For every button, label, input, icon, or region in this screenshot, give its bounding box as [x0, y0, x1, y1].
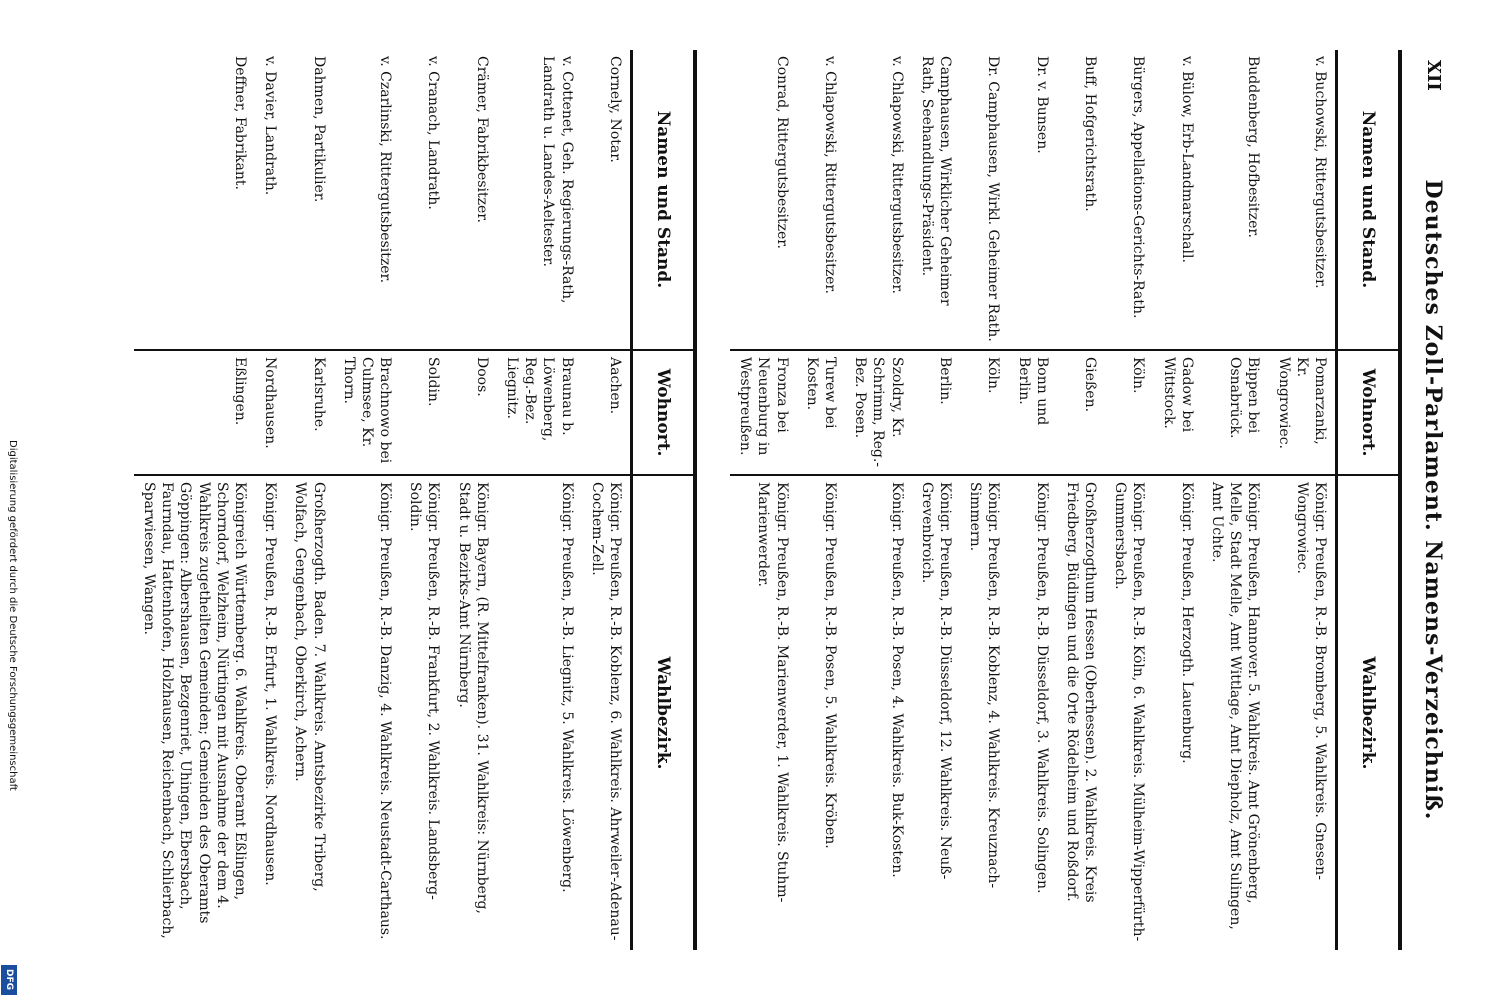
register-entry — [912, 50, 960, 950]
entry-district: Großherzogth. Baden. 7. Wahlkreis. Amtsbezirke Triberg, Wolfach, Gengenbach, Oberkirch, Achern. — [285, 475, 333, 950]
register-entry — [134, 50, 255, 950]
register-entry — [582, 50, 632, 950]
entry-residence: Fronza bei Neuenburg in Westpreußen. — [730, 350, 797, 475]
register-entry — [400, 50, 448, 950]
register-table-bottom — [134, 50, 693, 950]
entry-residence: Bippen bei Osnabrück. — [1202, 350, 1269, 475]
entry-residence: Gadow bei Wittstock. — [1154, 350, 1202, 475]
running-title: Deutsches Zoll-Parlament. Namens-Verzeichniß. — [1420, 179, 1446, 821]
entry-name: v. Czarlinski, Rittergutsbesitzer. — [377, 56, 394, 284]
entry-district: Königr. Preußen, R.-B. Posen, 5. Wahlkreis. Kröben. — [797, 475, 845, 950]
entry-district: Königr. Preußen, R.-B. Liegnitz, 5. Wahlkreis. Löwenberg. — [497, 475, 582, 950]
col-header-name: Namen und Stand. — [632, 50, 694, 350]
col-header-residence: Wohnort. — [1337, 350, 1399, 475]
entry-name: v. Chlapowski, Rittergutsbesitzer. — [822, 56, 839, 294]
entry-name: Buff, Hofgerichtsrath. — [1082, 56, 1099, 212]
col-header-district: Wahlbezirk. — [1337, 475, 1399, 950]
page-number: XII — [1423, 60, 1444, 91]
entry-residence: Brachnowo bei Culmsee, Kr. Thorn. — [334, 350, 401, 475]
entry-district: Königr. Preußen, R.-B. Danzig, 4. Wahlkreis. Neustadt-Carthaus. — [334, 475, 401, 950]
digitization-credit — [2, 440, 18, 960]
register-entry — [730, 50, 797, 950]
register-entry — [960, 50, 1008, 950]
entry-name: v. Chlapowski, Rittergutsbesitzer. — [888, 56, 905, 294]
entry-name: v. Cranach, Landrath. — [425, 56, 442, 210]
entry-district: Königr. Preußen, R.-B. Köln, 6. Wahlkreis. Mülheim-Wipperfürth-Gummersbach. — [1105, 475, 1153, 950]
register-bottom — [53, 50, 693, 950]
entry-name: Dr. Camphausen, Wirkl. Geheimer Rath. — [985, 56, 1002, 342]
entry-district: Königr. Preußen, Hannover. 5. Wahlkreis. Amt Grönenberg, Melle, Stadt Melle, Amt Wittlage, Amt Diepholz, Amt Sulingen, Amt Uchte. — [1202, 475, 1269, 950]
col-header-name: Namen und Stand. — [1337, 50, 1399, 350]
credit-text: Digitalisierung gefördert durch die Deutsche Forschungsgemeinschaft — [7, 440, 18, 791]
entry-name: v. Bülow, Erb-Landmarschall. — [1178, 56, 1195, 263]
register-top — [708, 50, 1398, 950]
entry-residence: Gießen. — [1057, 350, 1105, 475]
register-entry — [334, 50, 401, 950]
entry-district: Königr. Preußen, R.-B. Bromberg, 5. Wahlkreis. Gnesen-Wongrowiec. — [1268, 475, 1336, 950]
register-entry — [1057, 50, 1105, 950]
entry-district: Königreich Württemberg. 6. Wahlkreis. Oberamt Eßlingen, Schorndorf, Welzheim, Nürtingen mit Ausnahme der dem 4. Wahlkreis zugetheilten Gemeinden; Gemeinden des Oberamts Göppingen: Albershausen, Bezgenriet, Uhingen, Ebersbach, Faurndau, Hattenhofen, Holzhausen, Reichenbach, Schlierbach, Sparwiesen, Wangen. — [134, 475, 255, 950]
dfg-logo: DFG — [1, 965, 17, 995]
register-entry — [255, 50, 285, 950]
register-entry — [845, 50, 912, 950]
entry-name: v. Cottenet, Geh. Regierungs-Rath, Landrath u. Landes-Aeltester. — [540, 56, 575, 304]
entry-name: Dahmen, Partikulier. — [310, 56, 327, 203]
entry-residence: Doos. — [449, 350, 497, 475]
register-entry — [1008, 50, 1056, 950]
middle-rule — [693, 50, 697, 950]
page-header — [1420, 60, 1448, 940]
register-table-top — [730, 50, 1398, 950]
entry-residence: Braunau b. Löwenberg, Reg.-Bez. Liegnitz. — [497, 350, 582, 475]
document-page — [48, 40, 1448, 960]
entry-residence: Eßlingen. — [134, 350, 255, 475]
entry-district: Königr. Preußen, R.-B. Marienwerder, 1. Wahlkreis. Stuhm-Marienwerder. — [730, 475, 797, 950]
entry-district: Königr. Preußen, R.-B. Düsseldorf, 12. Wahlkreis. Neuß-Grevenbroich. — [912, 475, 960, 950]
entry-district: Königr. Preußen, R.-B. Koblenz, 4. Wahlkreis. Kreuznach-Simmern. — [960, 475, 1008, 950]
register-entry — [1202, 50, 1269, 950]
page-viewport — [48, 40, 1448, 960]
entry-residence: Bonn und Berlin. — [1008, 350, 1056, 475]
entry-residence: Turew bei Kosten. — [797, 350, 845, 475]
entry-residence: Karlsruhe. — [285, 350, 333, 475]
entry-residence: Szoldry, Kr. Schrimm, Reg.-Bez. Posen. — [845, 350, 912, 475]
entry-name: Camphausen, Wirklicher Geheimer Rath, Seehandlungs-Präsident. — [918, 56, 953, 306]
entry-residence: Aachen. — [582, 350, 632, 475]
entry-district: Königr. Preußen, R.-B. Erfurt, 1. Wahlkreis. Nordhausen. — [255, 475, 285, 950]
register-entry — [1105, 50, 1153, 950]
register-entry — [285, 50, 333, 950]
entry-name: Dr. v. Bunsen. — [1033, 56, 1050, 154]
entry-name: v. Buchowski, Rittergutsbesitzer. — [1312, 56, 1328, 289]
entry-name: Conrad, Rittergutsbesitzer. — [773, 56, 790, 249]
entry-district: Königr. Preußen, Herzogth. Lauenburg. — [1154, 475, 1202, 950]
entry-district: Königr. Preußen, R.-B. Düsseldorf, 3. Wahlkreis. Solingen. — [1008, 475, 1056, 950]
entry-residence: Köln. — [1105, 350, 1153, 475]
register-entry — [797, 50, 845, 950]
entry-name: v. Davier, Landrath. — [262, 56, 279, 196]
entry-residence: Berlin. — [912, 350, 960, 475]
entry-residence: Köln. — [960, 350, 1008, 475]
register-entry — [449, 50, 497, 950]
entry-name: Deffner, Fabrikant. — [232, 56, 248, 190]
entry-name: Cornely, Notar. — [607, 56, 623, 163]
entry-district: Königr. Preußen, R.-B. Koblenz, 6. Wahlkreis. Ahrweiler-Adenau-Cochem-Zell. — [582, 475, 632, 950]
entry-name: Buddenberg, Hofbesitzer. — [1245, 56, 1262, 238]
entry-district: Königr. Preußen, R.-B. Posen, 4. Wahlkreis. Buk-Kosten. — [845, 475, 912, 950]
entry-residence: Soldin. — [400, 350, 448, 475]
entry-district: Königr. Preußen, R.-B. Frankfurt, 2. Wahlkreis. Landsberg-Soldin. — [400, 475, 448, 950]
entry-district: Königr. Bayern, (R. Mittelfranken). 31. Wahlkreis: Nürnberg, Stadt u. Bezirks-Amt Nürnberg. — [449, 475, 497, 950]
entry-district: Großherzogthum Hessen (Oberhessen). 2. Wahlkreis. Kreis Friedberg, Büdingen und die Orte Rödelheim und Roßdorf. — [1057, 475, 1105, 950]
register-entry — [497, 50, 582, 950]
entry-residence: Nordhausen. — [255, 350, 285, 475]
entry-name: Bürgers, Appellations-Gerichts-Rath. — [1130, 56, 1147, 319]
top-rule — [1398, 50, 1402, 950]
col-header-residence: Wohnort. — [632, 350, 694, 475]
entry-name: Crämer, Fabrikbesitzer. — [473, 56, 490, 223]
register-entry — [1154, 50, 1202, 950]
col-header-district: Wahlbezirk. — [632, 475, 694, 950]
register-entry — [1268, 50, 1336, 950]
entry-residence: Pomarzanki, Kr. Wongrowiec. — [1268, 350, 1336, 475]
